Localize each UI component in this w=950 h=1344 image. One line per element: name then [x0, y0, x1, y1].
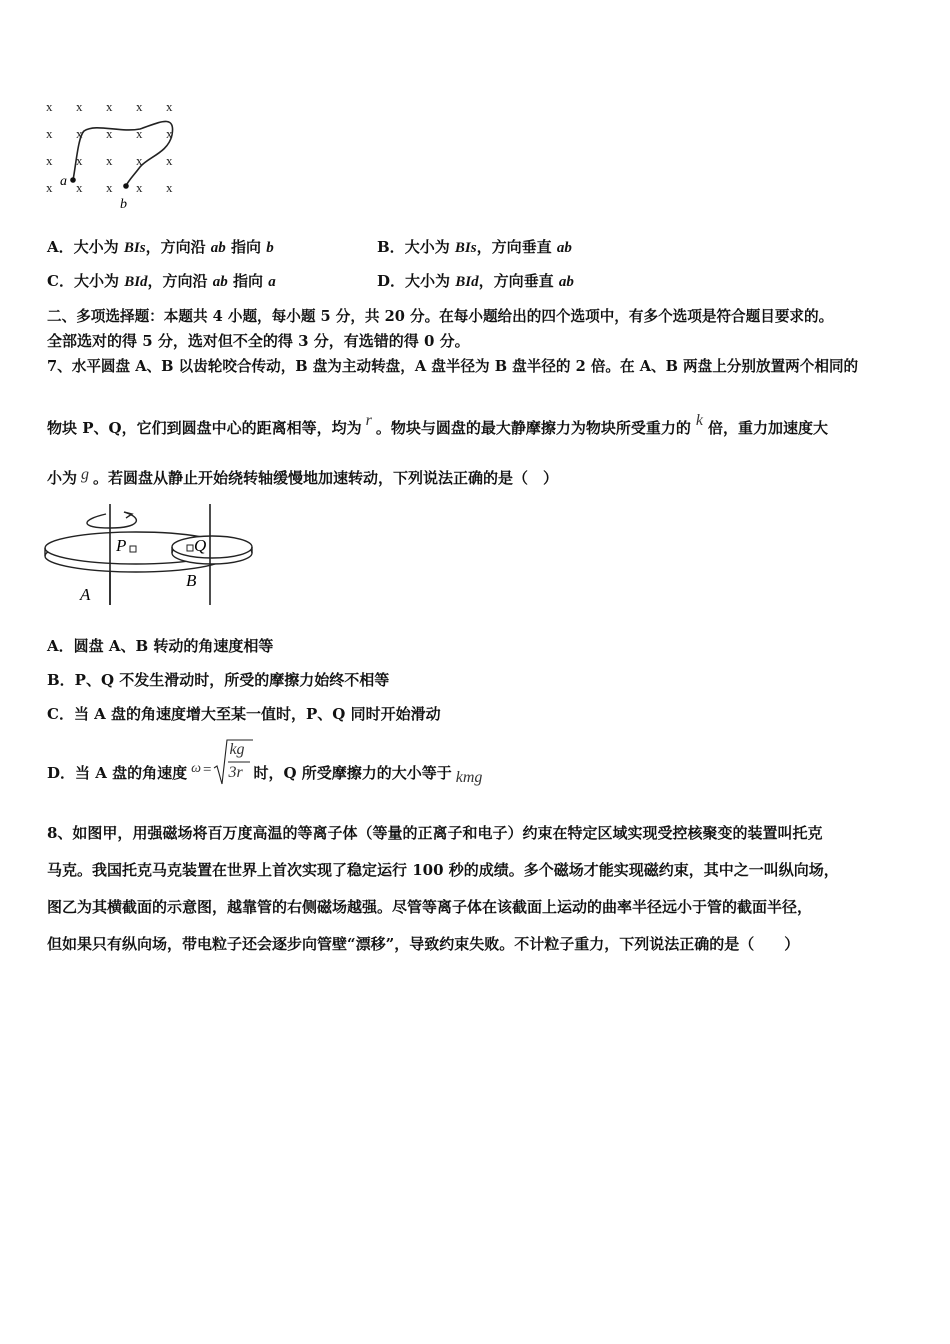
block-q: [187, 545, 193, 551]
section2-line1: 二、多项选择题：本题共 4 小题，每小题 5 分，共 20 分。在每小题给出的四个选项中，有多个选项是符合题目要求的。: [47, 308, 834, 325]
q7-option-d: D．当 A 盘的角速度 ω = kg 3r 时，Q 所受摩擦力的大小等于 kmg: [47, 738, 482, 788]
field-cross-2-4: x: [166, 153, 173, 168]
label-b: b: [120, 197, 127, 212]
field-cross-1-0: x: [46, 126, 53, 141]
q7-option-c: C．当 A 盘的角速度增大至某一值时，P、Q 同时开始滑动: [47, 705, 441, 723]
field-cross-0-1: x: [76, 99, 83, 114]
field-wire-diagram: [40, 95, 190, 220]
q6-option-b: B．大小为 BIs，方向垂直 ab: [377, 238, 572, 256]
field-cross-1-1: x: [76, 126, 83, 141]
label-a: a: [60, 174, 67, 189]
q7-line1: 7、水平圆盘 A、B 以齿轮咬合传动，B 盘为主动转盘，A 盘半径为 B 盘半径的 2 倍。在 A、B 两盘上分别放置两个相同的: [47, 358, 859, 375]
field-cross-0-4: x: [166, 99, 173, 114]
field-cross-1-2: x: [106, 126, 113, 141]
field-cross-2-3: x: [136, 153, 143, 168]
point-a: [70, 177, 76, 183]
field-cross-3-0: x: [46, 180, 53, 195]
curved-wire: [73, 121, 173, 186]
disc-b: [172, 536, 252, 558]
label-p: P: [116, 536, 127, 555]
label-q: Q: [194, 536, 207, 555]
q7-option-b: B．P、Q 不发生滑动时，所受的摩擦力始终不相等: [47, 671, 390, 689]
block-p: [130, 546, 136, 552]
field-cross-2-0: x: [46, 153, 53, 168]
q6-option-a: A．大小为 BIs，方向沿 ab 指向 b: [47, 238, 274, 256]
point-b: [123, 183, 129, 189]
q6-option-c: C．大小为 BId，方向沿 ab 指向 a: [47, 272, 276, 290]
field-cross-2-1: x: [76, 153, 83, 168]
field-cross-0-0: x: [46, 99, 53, 114]
q8-line1: 8、如图甲，用强磁场将百万度高温的等离子体（等量的正离子和电子）约束在特定区域实现受控核聚变的装置叫托克: [47, 824, 823, 842]
field-cross-3-3: x: [136, 180, 143, 195]
label-disc-b: B: [186, 571, 197, 590]
sqrt-fraction: kg 3r: [213, 738, 253, 786]
label-disc-a: A: [80, 585, 91, 604]
discs-diagram: [40, 500, 260, 610]
q7-line2: 物块 P、Q，它们到圆盘中心的距离相等，均为 r 。物块与圆盘的最大静摩擦力为物块所受重力的 k 倍，重力加速度大: [47, 412, 828, 437]
q8-line4: 但如果只有纵向场，带电粒子还会逐步向管壁“漂移”，导致约束失败。不计粒子重力，下列说法正确的是（ ）: [47, 935, 800, 953]
field-cross-0-3: x: [136, 99, 143, 114]
figure-rotating-discs: [40, 500, 260, 610]
figure-magnetic-field-wire: [40, 95, 190, 220]
field-cross-0-2: x: [106, 99, 113, 114]
field-cross-3-2: x: [106, 180, 113, 195]
field-cross-1-3: x: [136, 126, 143, 141]
field-cross-3-1: x: [76, 180, 83, 195]
q7-option-a: A．圆盘 A、B 转动的角速度相等: [47, 637, 274, 655]
q8-line2: 马克。我国托克马克装置在世界上首次实现了稳定运行 100 秒的成绩。多个磁场才能实现磁约束，其中之一叫纵向场，: [47, 861, 839, 879]
field-cross-1-4: x: [166, 126, 173, 141]
q8-line3: 图乙为其横截面的示意图，越靠管的右侧磁场越强。尽管等离子体在该截面上运动的曲率半径远小于管的截面半径，: [47, 898, 813, 916]
field-cross-2-2: x: [106, 153, 113, 168]
field-cross-3-4: x: [166, 180, 173, 195]
rotation-arrow-icon: [87, 512, 136, 528]
q7-line3: 小为 g 。若圆盘从静止开始绕转轴缓慢地加速转动，下列说法正确的是（ ）: [47, 466, 559, 487]
section2-line2: 全部选对的得 5 分，选对但不全的得 3 分，有选错的得 0 分。: [47, 332, 470, 350]
q6-option-d: D．大小为 BId，方向垂直 ab: [377, 272, 574, 290]
